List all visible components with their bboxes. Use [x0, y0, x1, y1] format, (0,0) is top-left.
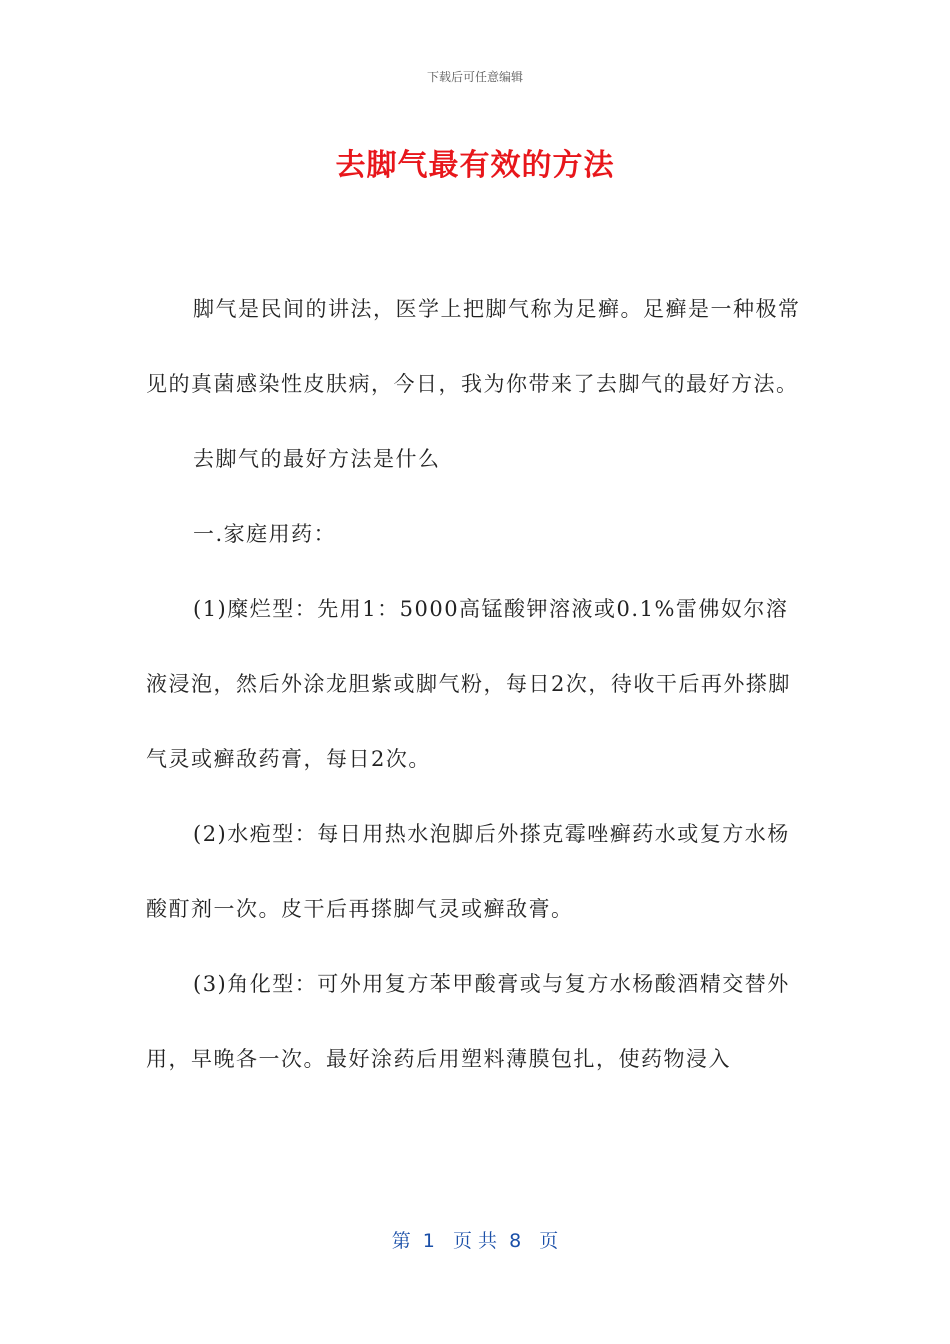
document-title: 去脚气最有效的方法	[335, 148, 615, 183]
paragraph-home-medication: 一.家庭用药：	[193, 522, 337, 546]
document-body	[146, 272, 806, 1097]
paragraph-erosive-type: (1)糜烂型：先用1：5000高锰酸钾溶液或0.1%雷佛奴尔溶液浸泡，然后外涂龙胆紫或脚气粉，每日2次，待收干后再外搽脚气灵或癣敌药膏，每日2次。	[146, 597, 791, 771]
paragraph-intro: 脚气是民间的讲法，医学上把脚气称为足癣。足癣是一种极常见的真菌感染性皮肤病，今日，我为你带来了去脚气的最好方法。	[146, 297, 801, 396]
paragraph-section-heading: 去脚气的最好方法是什么	[193, 447, 441, 471]
paragraph-blister-type: (2)水疱型：每日用热水泡脚后外搽克霉唑癣药水或复方水杨酸酊剂一次。皮干后再搽脚气灵或癣敌膏。	[146, 822, 790, 921]
paragraph-keratotic-type: (3)角化型：可外用复方苯甲酸膏或与复方水杨酸酒精交替外用，早晚各一次。最好涂药后用塑料薄膜包扎，使药物浸入	[146, 972, 790, 1071]
header-note: 下载后可任意编辑	[426, 70, 523, 84]
page-number-footer: 第 1 页 共 8 页	[391, 1230, 559, 1252]
